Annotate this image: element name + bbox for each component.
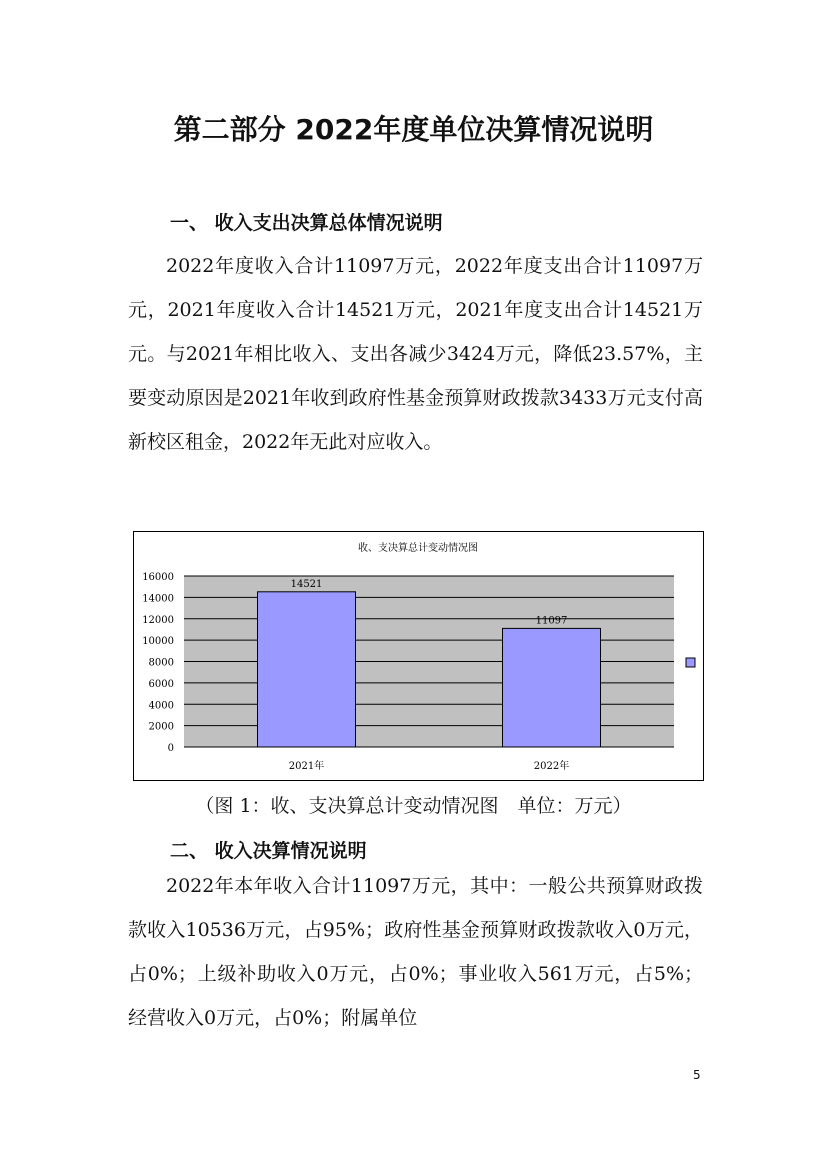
figure-caption: （图 1：收、支决算总计变动情况图 单位：万元） (195, 795, 632, 817)
x-axis-ticks (184, 747, 674, 772)
y-tick-label: 6000 (148, 678, 174, 690)
y-tick-label: 8000 (148, 657, 174, 669)
y-axis-ticks (142, 572, 174, 754)
bar-value-label: 14521 (290, 578, 323, 590)
page-number: 5 (693, 1068, 701, 1082)
bar-value-label: 11097 (535, 615, 568, 627)
chart-title: 收、支决算总计变动情况图 (358, 543, 478, 554)
x-tick-label: 2022年 (533, 761, 570, 772)
bar (503, 628, 601, 747)
section-paragraph-income: 2022年本年收入合计11097万元，其中：一般公共预算财政拨款收入10536万元，占95%；政府性基金预算财政拨款收入0万元，占0%；上级补助收入0万元，占0%；事业收入561万元，占5%；经营收入0万元，占0%；附属单位 (128, 875, 703, 1029)
y-tick-label: 4000 (148, 700, 174, 712)
x-tick-label: 2021年 (288, 761, 325, 772)
chart-container (133, 531, 704, 781)
section-heading-income-expense: 一、 收入支出决算总体情况说明 (170, 212, 443, 234)
bar-chart (134, 532, 703, 780)
section-heading-income: 二、 收入决算情况说明 (170, 840, 367, 862)
page-title: 第二部分 2022年度单位决算情况说明 (173, 113, 654, 146)
legend-key (686, 658, 695, 667)
y-tick-label: 14000 (142, 593, 174, 605)
y-tick-label: 12000 (142, 614, 174, 626)
y-tick-label: 0 (167, 743, 174, 754)
y-tick-label: 16000 (142, 572, 174, 583)
section-paragraph-income-expense: 2022年度收入合计11097万元，2022年度支出合计11097万元，2021年度收入合计14521万元，2021年度支出合计14521万元。与2021年相比收入、支出各减少3424万元，降低23.57%，主要变动原因是2021年收到政府性基金预算财政拨款3433万元支付高新校区租金，2022年无此对应收入。 (128, 255, 703, 453)
y-tick-label: 2000 (148, 721, 174, 733)
bar (258, 592, 356, 747)
y-tick-label: 10000 (142, 636, 174, 648)
